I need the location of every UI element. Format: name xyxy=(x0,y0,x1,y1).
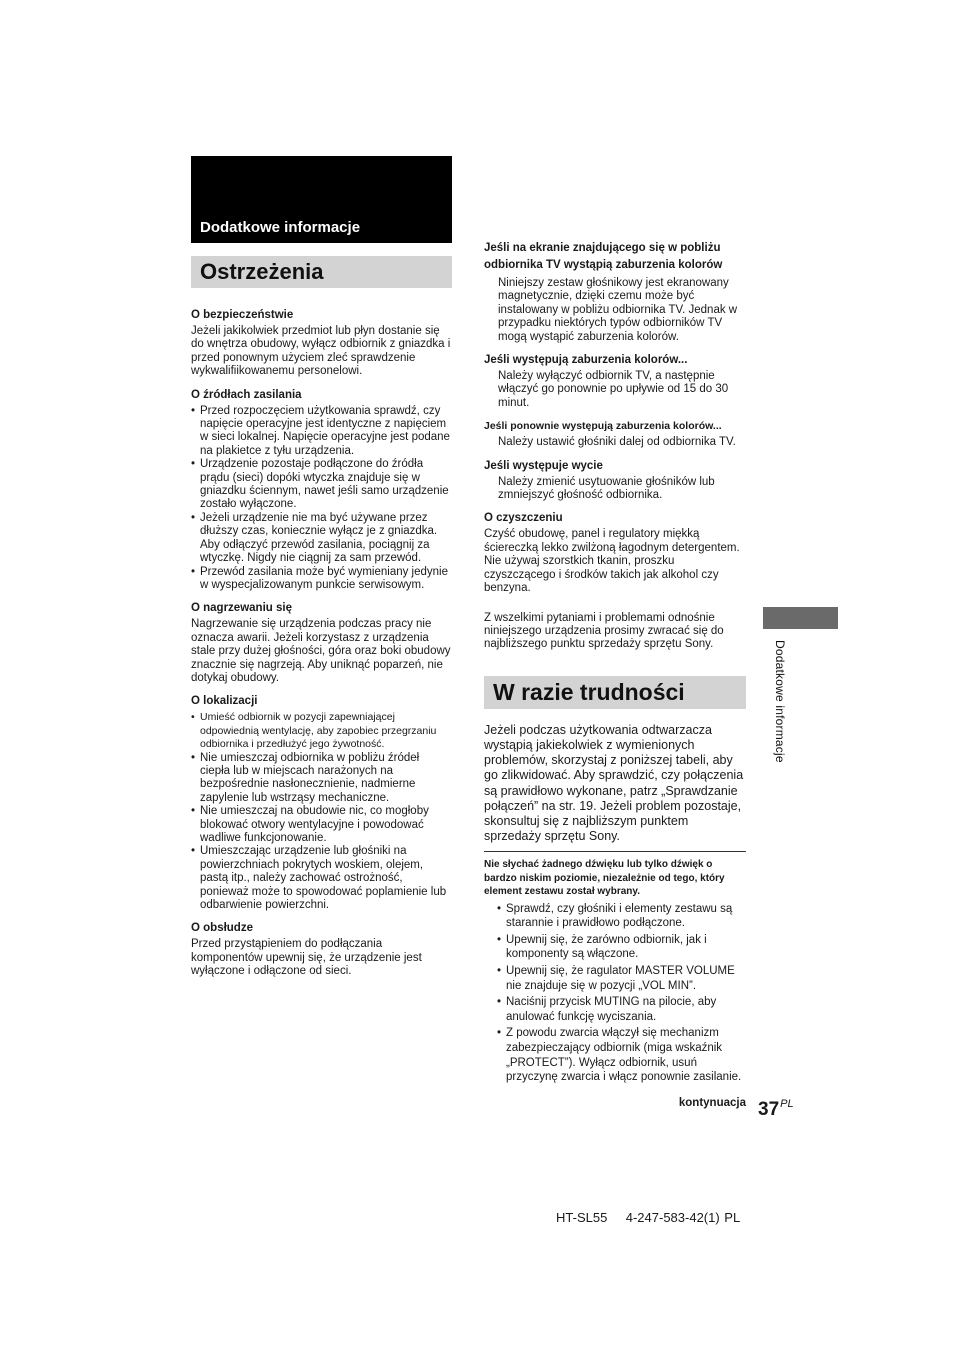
list-item: • Naciśnij przycisk MUTING na pilocie, aby anulować funkcję wyciszania. xyxy=(497,995,746,1024)
page-number-suffix: PL xyxy=(780,1098,794,1110)
intro-paragraph: Jeżeli podczas użytkowania odtwarzacza wystąpią jakiekolwiek z wymienionych problemów, skorzystaj z poniższej tabeli, aby go zlikwidować. Aby sprawdzić, czy połączenia są prawidłowo wykonane, patrz „Sprawdzanie połączeń” na str. 19. Jeżeli problem pozostaje, skonsultuj się z najbliższym punktem sprzedaży sprzętu Sony. xyxy=(484,722,744,844)
page-title: Ostrzeżenia xyxy=(191,256,452,288)
left-column xyxy=(191,156,452,979)
section-heading: Jeśli występuje wycie xyxy=(484,459,603,472)
section-header-band xyxy=(191,156,452,243)
side-tab-label: Dodatkowe informacje xyxy=(773,640,787,763)
list-item: • Przewód zasilania może być wymieniany jedynie w wyspecjalizowanym punkcie serwisowym. xyxy=(191,566,452,593)
list-item: • Jeżeli urządzenie nie ma być używane przez dłuższy czas, koniecznie wyłącz je z gniazdka. Aby odłączyć przewód zasilania, pociągnij za wtyczkę. Nigdy nie ciągnij za sam przewód. xyxy=(191,512,452,566)
section-heading: Jeśli występują zaburzenia kolorów... xyxy=(484,354,688,367)
page-number xyxy=(758,1098,794,1121)
list-item: • Upewnij się, że zarówno odbiornik, jak i komponenty są włączone. xyxy=(497,933,746,962)
list-item: • Nie umieszczaj na obudowie nic, co mogłoby blokować otwory wentylacyjne i powodować wadliwe funkcjonowanie. xyxy=(191,805,452,845)
power-section xyxy=(191,388,452,593)
list-item: • Upewnij się, że ragulator MASTER VOLUME nie znajduje się w pozycji „VOL MIN”. xyxy=(497,964,746,993)
bullet-list xyxy=(191,405,452,593)
paragraph: Jeżeli jakikolwiek przedmiot lub płyn dostanie się do wnętrza obudowy, wyłącz odbiornik z gniazdka i przed ponownym użyciem zleć sprawdzenie wykwalifiikowanemu personelowi. xyxy=(191,325,451,378)
colors-again-section xyxy=(484,419,746,449)
section-heading: O źródłach zasilania xyxy=(191,388,302,401)
section-heading: O nagrzewaniu się xyxy=(191,602,292,615)
solution-list xyxy=(484,902,746,1085)
troubleshooting-title: W razie trudności xyxy=(484,676,746,709)
paragraph: Niniejszy zestaw głośnikowy jest ekranowany magnetycznie, dzięki czemu może być instalowany w pobliżu odbiornika TV. Jednak w przypadku niektórych typów odbiorników TV mogą wystąpić zaburzenia kolorów. xyxy=(498,277,738,343)
colors-occur-section xyxy=(484,353,746,410)
paragraph: Nagrzewanie się urządzenia podczas pracy nie oznacza awarii. Jeżeli korzystasz z urządzenia stale przy dużej głośności, góra oraz boki obudowy znacznie się nagrzeją. Aby uniknąć poparzeń, nie dotykaj obudowy. xyxy=(191,618,451,684)
list-item: • Umieść odbiornik w pozycji zapewniającej odpowiednią wentylację, aby zapobiec przegrzaniu odbiornika i przedłużyć jego żywotność. xyxy=(191,711,452,751)
list-item: • Umieszczając urządzenie lub głośniki na powierzchniach pokrytych woskiem, olejem, pastą itp., należy zachować ostrożność, ponieważ może to spowodować poplamienie lub odbarwienie powierzchni. xyxy=(191,845,452,912)
section-heading: O obsłudze xyxy=(191,922,253,935)
operation-section xyxy=(191,921,452,978)
side-tab-marker xyxy=(763,607,838,629)
bullet-list xyxy=(191,711,452,912)
paragraph: Należy zmienić usytuowanie głośników lub zmniejszyć głośność odbiornika. xyxy=(498,475,715,502)
tv-colors-section xyxy=(484,240,746,344)
list-item: • Przed rozpoczęciem użytkowania sprawdź, czy napięcie operacyjne jest identyczne z napięciem w sieci lokalnej. Napięcie operacyjne jest podane na plakietce z tyłu urządzenia. xyxy=(191,405,452,459)
section-heading: O lokalizacji xyxy=(191,695,258,708)
footer-model-code: HT-SL55 4-247-583-42(1) PL xyxy=(556,1210,741,1225)
right-column xyxy=(484,240,746,1109)
section-heading: Jeśli na ekranie znajdującego się w pobliżu odbiornika TV wystąpią zaburzenia kolorów xyxy=(484,242,723,271)
paragraph: Przed przystąpieniem do podłączania komponentów upewnij się, że urządzenie jest wyłączone i odłączone od sieci. xyxy=(191,938,422,978)
section-header-label: Dodatkowe informacje xyxy=(200,219,361,236)
heating-section xyxy=(191,601,452,685)
list-item: • Z powodu zwarcia włączył się mechanizm zabezpieczający odbiornik (miga wskaźnik „PROTECT”). Wyłącz odbiornik, usuń przyczynę zwarcia i włącz ponownie zasilanie. xyxy=(497,1026,746,1084)
section-heading: Jeśli ponownie występują zaburzenia kolorów... xyxy=(484,420,722,433)
list-item: • Urządzenie pozostaje podłączone do źródła prądu (sieci) dopóki wtyczka znajduje się w gniazdku ściennym, nawet jeśli samo urządzenie zostało wyłączone. xyxy=(191,458,452,512)
list-item: • Nie umieszczaj odbiornika w pobliżu źródeł ciepła lub w miejscach narażonych na bezpośrednie nasłonecznienie, nadmierne zapylenie lub wstrząsy mechaniczne. xyxy=(191,752,452,806)
cleaning-section xyxy=(484,511,746,595)
paragraph: Czyść obudowę, panel i regulatory miękką ściereczką lekko zwilżoną łagodnym detergentem. Nie używaj szorstkich tkanin, proszku czyszczącego i środków takich jak alkohol czy benzyna. xyxy=(484,528,740,595)
placement-section xyxy=(191,694,452,912)
safety-section xyxy=(191,308,452,379)
list-item: • Sprawdź, czy głośniki i elementy zestawu są starannie i prawidłowo podłączone. xyxy=(497,902,746,931)
contact-paragraph: Z wszelkimi pytaniami i problemami odnośnie niniejszego urządzenia prosimy zwracać się do najbliższego punktu sprzedaży sprzętu Sony. xyxy=(484,611,724,651)
page-number-value: 37 xyxy=(758,1099,780,1120)
paragraph: Należy wyłączyć odbiornik TV, a następnie włączyć go ponownie po upływie od 15 do 30 minut. xyxy=(498,370,729,409)
paragraph: Należy ustawić głośniki dalej od odbiornika TV. xyxy=(498,436,736,449)
section-heading: O bezpieczeństwie xyxy=(191,309,294,321)
continued-label: kontynuacja xyxy=(678,1096,746,1109)
howling-section xyxy=(484,459,746,503)
section-heading: O czyszczeniu xyxy=(484,512,563,525)
problem-heading: Nie słychać żadnego dźwięku lub tylko dźwięk o bardzo niskim poziomie, niezależnie od tego, który element zestawu został wybrany. xyxy=(484,859,725,898)
no-sound-section xyxy=(484,851,746,1084)
